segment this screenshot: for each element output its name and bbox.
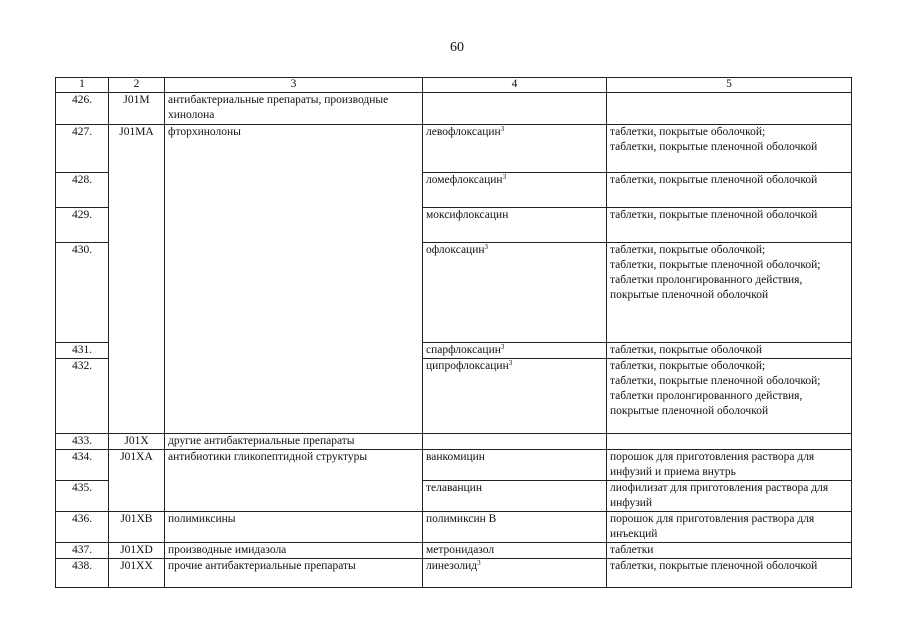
row-number: 426.	[56, 93, 109, 125]
drug-name	[423, 434, 607, 450]
drug-table	[55, 77, 852, 588]
row-number: 428.	[56, 173, 109, 208]
atc-code	[109, 243, 165, 343]
drug-name	[423, 359, 607, 434]
row-number: 429.	[56, 208, 109, 243]
drug-name	[423, 125, 607, 173]
row-number: 435.	[56, 481, 109, 512]
table-row	[56, 543, 852, 559]
drug-name-text: полимиксин В	[426, 513, 497, 525]
atc-code: J01M	[109, 93, 165, 125]
column-header-5: 5	[607, 78, 852, 93]
pharmacological-group: антибактериальные препараты, производные хинолона	[165, 93, 423, 125]
atc-code: J01X	[109, 434, 165, 450]
atc-code	[109, 208, 165, 243]
dosage-form: таблетки, покрытые пленочной оболочкой;	[610, 259, 821, 271]
dosage-form: таблетки пролонгированного действия, покрытые пленочной оболочкой	[610, 274, 803, 301]
dosage-forms	[607, 343, 852, 359]
table-row	[56, 481, 852, 512]
dosage-form: таблетки пролонгированного действия, покрытые пленочной оболочкой	[610, 390, 803, 417]
row-number: 436.	[56, 512, 109, 543]
row-number: 431.	[56, 343, 109, 359]
dosage-forms	[607, 543, 852, 559]
drug-name	[423, 543, 607, 559]
dosage-form: лиофилизат для приготовления раствора для инфузий	[610, 482, 829, 509]
pharmacological-group: другие антибактериальные препараты	[165, 434, 423, 450]
dosage-form: порошок для приготовления раствора для инъекций	[610, 513, 815, 540]
atc-code: J01XB	[109, 512, 165, 543]
table-header	[56, 78, 852, 93]
pharmacological-group	[165, 243, 423, 343]
pharmacological-group	[165, 208, 423, 243]
dosage-form: таблетки, покрытые пленочной оболочкой	[610, 560, 818, 572]
drug-name	[423, 173, 607, 208]
dosage-forms	[607, 481, 852, 512]
pharmacological-group: фторхинолоны	[165, 125, 423, 173]
table-row	[56, 343, 852, 359]
drug-name-text: моксифлоксацин	[426, 209, 509, 221]
drug-name	[423, 243, 607, 343]
table-row	[56, 125, 852, 173]
drug-name	[423, 559, 607, 588]
drug-name-text: ципрофлоксацин	[426, 360, 509, 372]
drug-name-text: спарфлоксацин	[426, 344, 501, 356]
table-row	[56, 93, 852, 125]
dosage-form: таблетки, покрытые пленочной оболочкой	[610, 174, 818, 186]
atc-code	[109, 343, 165, 359]
row-number: 437.	[56, 543, 109, 559]
drug-name-text: левофлоксацин	[426, 126, 501, 138]
row-number: 430.	[56, 243, 109, 343]
dosage-form: таблетки, покрытые пленочной оболочкой	[610, 209, 818, 221]
row-number: 433.	[56, 434, 109, 450]
dosage-forms	[607, 208, 852, 243]
table-row	[56, 173, 852, 208]
atc-code	[109, 359, 165, 434]
column-header-3: 3	[165, 78, 423, 93]
drug-name	[423, 450, 607, 481]
dosage-form: таблетки, покрытые пленочной оболочкой	[610, 141, 818, 153]
table-row	[56, 359, 852, 434]
pharmacological-group	[165, 359, 423, 434]
table-row	[56, 450, 852, 481]
dosage-form: таблетки, покрытые оболочкой	[610, 344, 762, 356]
drug-name	[423, 93, 607, 125]
table-row	[56, 208, 852, 243]
dosage-form: таблетки, покрытые пленочной оболочкой;	[610, 375, 821, 387]
row-number: 432.	[56, 359, 109, 434]
drug-name-text: метронидазол	[426, 544, 495, 556]
footnote-mark: 3	[484, 243, 489, 251]
table-row	[56, 512, 852, 543]
dosage-forms	[607, 125, 852, 173]
dosage-forms	[607, 173, 852, 208]
drug-name-text: телаванцин	[426, 482, 482, 494]
atc-code: J01XX	[109, 559, 165, 588]
dosage-forms	[607, 450, 852, 481]
row-number: 438.	[56, 559, 109, 588]
atc-code: J01XD	[109, 543, 165, 559]
pharmacological-group: прочие антибактериальные препараты	[165, 559, 423, 588]
dosage-form: таблетки, покрытые оболочкой;	[610, 244, 766, 256]
footnote-mark: 3	[508, 359, 513, 367]
drug-name	[423, 208, 607, 243]
atc-code	[109, 481, 165, 512]
dosage-forms	[607, 559, 852, 588]
page-number: 60	[450, 40, 464, 55]
pharmacological-group: антибиотики гликопептидной структуры	[165, 450, 423, 481]
footnote-mark: 3	[502, 173, 507, 181]
drug-name	[423, 481, 607, 512]
table-row	[56, 243, 852, 343]
dosage-forms	[607, 434, 852, 450]
dosage-form: порошок для приготовления раствора для инфузий и приема внутрь	[610, 451, 815, 478]
dosage-form: таблетки, покрытые оболочкой;	[610, 126, 766, 138]
column-header-1: 1	[56, 78, 109, 93]
dosage-forms	[607, 359, 852, 434]
pharmacological-group: производные имидазола	[165, 543, 423, 559]
drug-name-text: ванкомицин	[426, 451, 485, 463]
dosage-forms	[607, 512, 852, 543]
drug-name-text: офлоксацин	[426, 244, 485, 256]
column-header-4: 4	[423, 78, 607, 93]
footnote-mark: 3	[500, 343, 505, 351]
drug-name	[423, 343, 607, 359]
table-row	[56, 434, 852, 450]
table-row	[56, 559, 852, 588]
dosage-forms	[607, 93, 852, 125]
row-number: 434.	[56, 450, 109, 481]
drug-name	[423, 512, 607, 543]
column-header-2: 2	[109, 78, 165, 93]
pharmacological-group: полимиксины	[165, 512, 423, 543]
header-row	[56, 78, 852, 93]
footnote-mark: 3	[500, 125, 505, 133]
pharmacological-group	[165, 343, 423, 359]
pharmacological-group	[165, 173, 423, 208]
dosage-forms	[607, 243, 852, 343]
drug-name-text: линезолид	[426, 560, 478, 572]
atc-code	[109, 173, 165, 208]
atc-code: J01XA	[109, 450, 165, 481]
dosage-form: таблетки, покрытые оболочкой;	[610, 360, 766, 372]
pharmacological-group	[165, 481, 423, 512]
table-body	[56, 93, 852, 588]
row-number: 427.	[56, 125, 109, 173]
drug-name-text: ломефлоксацин	[426, 174, 503, 186]
dosage-form: таблетки	[610, 544, 654, 556]
atc-code: J01MA	[109, 125, 165, 173]
footnote-mark: 3	[477, 559, 481, 567]
